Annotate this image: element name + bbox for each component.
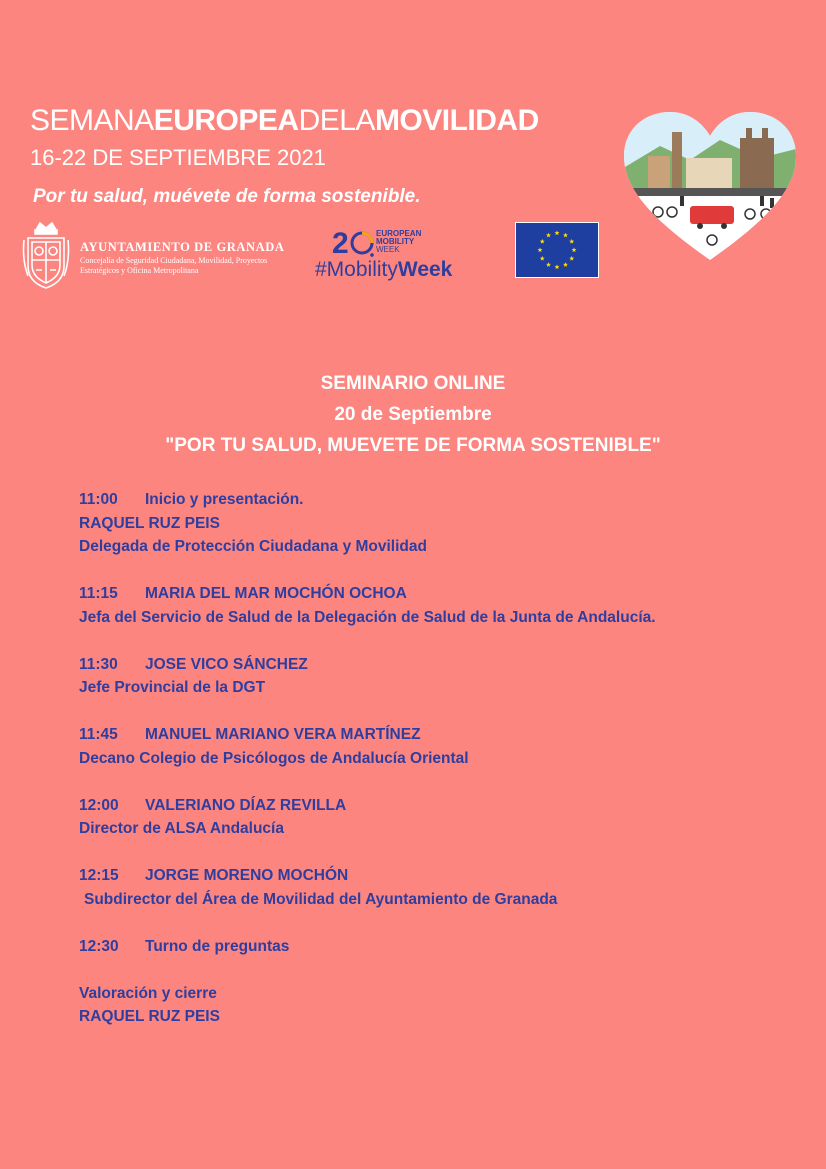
closing-text: Valoración y cierre <box>79 984 217 1002</box>
city-mobility-heart-illustration-icon <box>620 108 800 270</box>
seminar-title: SEMINARIO ONLINE <box>320 373 506 394</box>
granada-coat-of-arms-icon <box>22 220 70 292</box>
agenda-time: 12:15 <box>79 867 119 884</box>
agenda-item <box>79 582 759 629</box>
agenda-role: Delegada de Protección Ciudadana y Movilidad <box>79 538 427 555</box>
agenda-item <box>79 794 759 841</box>
agenda-item <box>79 723 759 770</box>
agenda-time: 12:30 <box>79 937 119 955</box>
agenda-time: 12:00 <box>79 796 119 814</box>
seminar-date: 20 de Septiembre <box>334 404 492 425</box>
agenda-time: 11:30 <box>79 655 118 673</box>
hashtag-part-week: Week <box>397 258 453 281</box>
banner-word-dela: DELA <box>298 104 375 137</box>
emw-wordmark <box>376 230 421 254</box>
banner-word-movilidad: MOVILIDAD <box>374 104 539 137</box>
banner-word-europea: EUROPEA <box>153 104 299 137</box>
agenda-speaker: VALERIANO DÍAZ REVILLA <box>145 796 347 814</box>
agenda-text: Turno de preguntas <box>145 937 290 955</box>
seminar-heading <box>0 368 826 461</box>
agenda-speaker: JORGE MORENO MOCHÓN <box>145 867 349 884</box>
agenda-time: 11:45 <box>79 726 118 743</box>
svg-text:2: 2 <box>332 227 349 260</box>
emw-line-mobility: MOBILITY <box>376 237 415 246</box>
emw-line-european: EUROPEAN <box>376 229 422 238</box>
agenda-role: Jefe Provincial de la DGT <box>79 679 266 696</box>
agenda-speaker: JOSE VICO SÁNCHEZ <box>145 655 308 673</box>
agenda-speaker: MARIA DEL MAR MOCHÓN OCHOA <box>145 585 407 602</box>
closing-speaker: RAQUEL RUZ PEIS <box>79 1008 220 1025</box>
agenda-speaker: MANUEL MARIANO VERA MARTÍNEZ <box>145 726 421 743</box>
agenda-closing <box>79 982 759 1029</box>
european-mobility-week-20-logo-icon <box>330 225 380 261</box>
eu-flag-icon <box>515 222 599 278</box>
agenda-time: 11:15 <box>79 585 118 602</box>
agenda-role: Director de ALSA Andalucía <box>79 820 284 837</box>
agenda-text: Inicio y presentación. <box>145 491 304 508</box>
ayuntamiento-department: Concejalía de Seguridad Ciudadana, Movilidad, Proyectos Estratégicos y Oficina Metropolitana <box>80 256 268 275</box>
banner-word-semana: SEMANA <box>30 104 154 137</box>
ayuntamiento-name: AYUNTAMIENTO DE GRANADA <box>80 240 285 254</box>
mobility-week-hashtag <box>315 258 452 282</box>
event-dates: 16-22 DE SEPTIEMBRE 2021 <box>30 145 326 170</box>
agenda-item <box>79 488 759 559</box>
agenda-time: 11:00 <box>79 491 118 508</box>
hashtag-part-mobility: #Mobility <box>315 258 398 281</box>
agenda-list <box>79 488 759 1052</box>
seminar-subtitle: "POR TU SALUD, MUEVETE DE FORMA SOSTENIBLE" <box>165 435 661 456</box>
agenda-item <box>79 653 759 700</box>
agenda-speaker: RAQUEL RUZ PEIS <box>79 514 220 532</box>
event-banner-title <box>30 104 539 138</box>
agenda-item <box>79 864 759 911</box>
agenda-role: Subdirector del Área de Movilidad del Ayuntamiento de Granada <box>84 890 558 908</box>
event-slogan: Por tu salud, muévete de forma sostenible. <box>33 186 421 207</box>
agenda-role: Jefa del Servicio de Salud de la Delegación de Salud de la Junta de Andalucía. <box>79 608 656 626</box>
agenda-role: Decano Colegio de Psicólogos de Andalucía Oriental <box>79 749 469 767</box>
agenda-item <box>79 935 759 959</box>
emw-line-week: WEEK <box>376 245 400 254</box>
